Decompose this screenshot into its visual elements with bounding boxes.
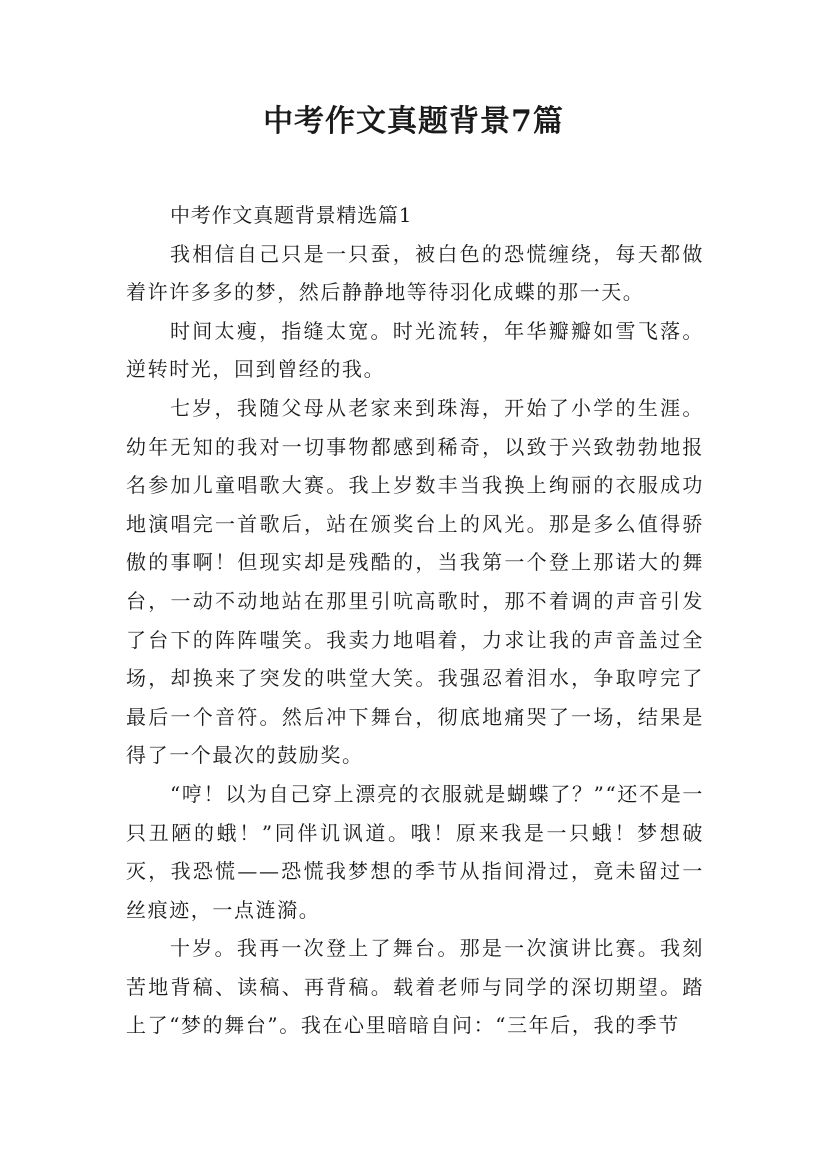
document-title: 中考作文真题背景7篇 <box>263 104 564 139</box>
paragraph: 时间太瘦，指缝太宽。时光流转，年华瓣瓣如雪飞落。逆转时光，回到曾经的我。 <box>126 318 704 382</box>
paragraph: 十岁。我再一次登上了舞台。那是一次演讲比赛。我刻苦地背稿、读稿、再背稿。载着老师与同学的深切期望。踏上了“梦的舞台”。我在心里暗暗自问：“三年后，我的季节 <box>126 936 704 1038</box>
paragraph: 我相信自己只是一只蚕，被白色的恐慌缠绕，每天都做着许许多多的梦，然后静静地等待羽化成蝶的那一天。 <box>126 241 704 305</box>
paragraph: 七岁，我随父母从老家来到珠海，开始了小学的生涯。幼年无知的我对一切事物都感到稀奇，以致于兴致勃勃地报名参加儿童唱歌大赛。我上岁数丰当我换上绚丽的衣服成功地演唱完一首歌后，站在颁奖台上的风光。那是多么值得骄傲的事啊！但现实却是残酷的，当我第一个登上那诺大的舞台，一动不动地站在那里引吭高歌时，那不着调的声音引发了台下的阵阵嗤笑。我卖力地唱着，力求让我的声音盖过全场，却换来了突发的哄堂大笑。我强忍着泪水，争取哼完了最后一个音符。然后冲下舞台，彻底地痛哭了一场，结果是得了一个最次的鼓励奖。 <box>126 395 704 768</box>
document-body <box>126 196 704 1045</box>
paragraph: “哼！以为自己穿上漂亮的衣服就是蝴蝶了？”“还不是一只丑陋的蛾！”同伴讥讽道。哦！原来我是一只蛾！梦想破灭，我恐慌——恐慌我梦想的季节从指间滑过，竟未留过一丝痕迹，一点涟漪。 <box>126 781 704 922</box>
section-heading: 中考作文真题背景精选篇1 <box>170 203 413 227</box>
